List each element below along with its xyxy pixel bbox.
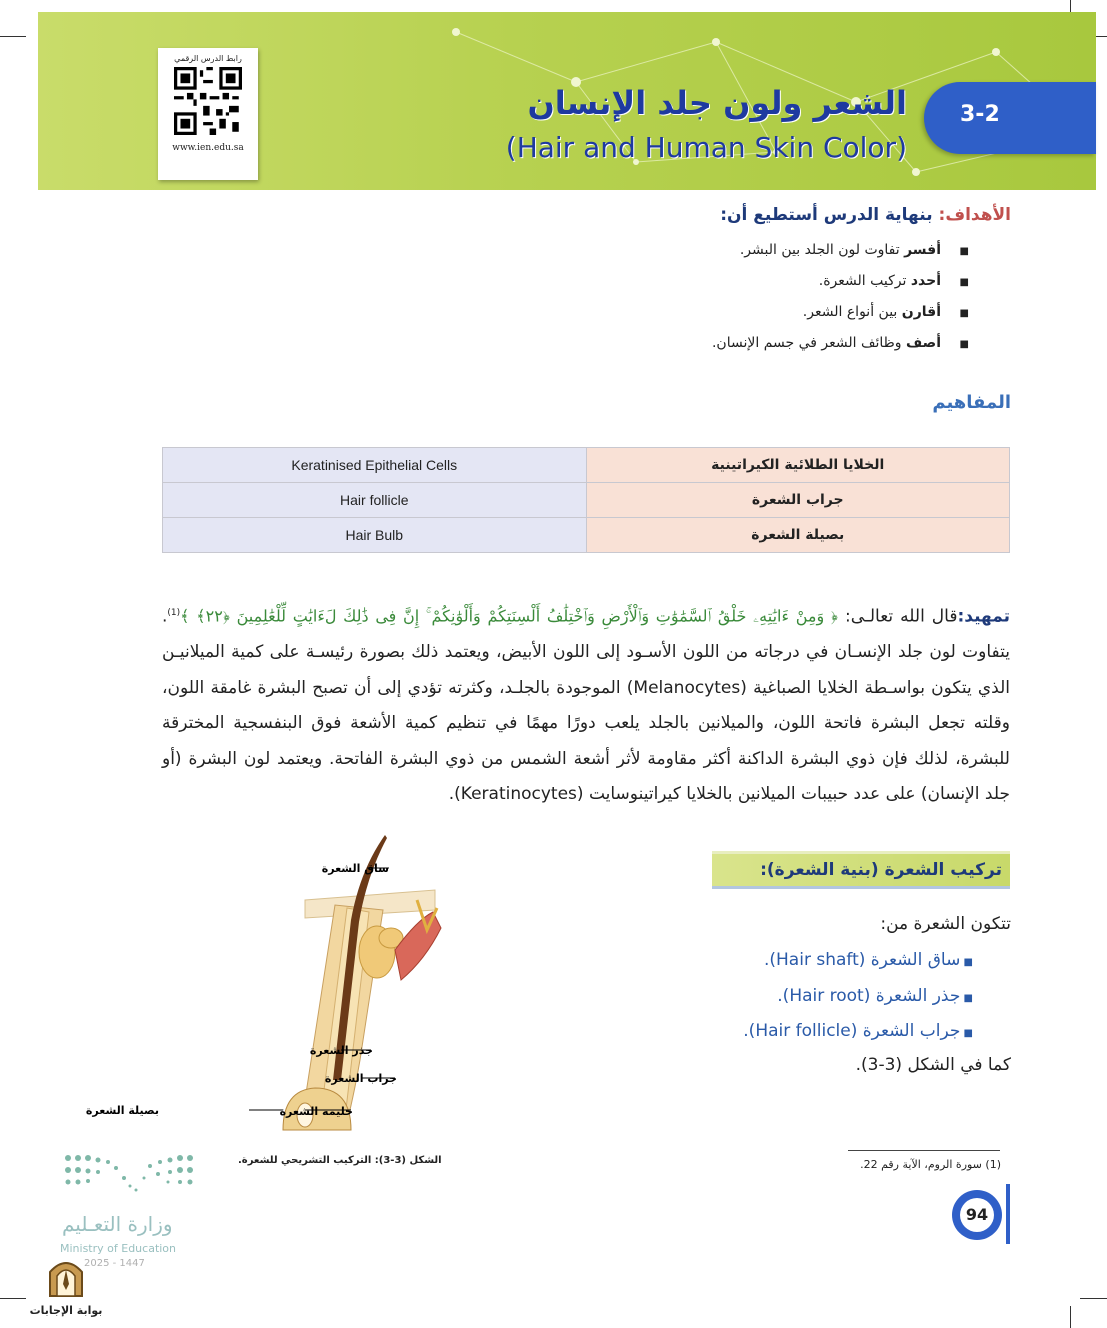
concept-en: Keratinised Epithelial Cells: [163, 448, 587, 483]
structure-item: ■ جذر الشعرة (Hair root).: [743, 986, 973, 1022]
figure-reference: كما في الشكل (3-3).: [855, 1055, 1011, 1075]
bawaba-icon: [46, 1254, 86, 1298]
watermark-text: بوابة الإجابات: [29, 1304, 103, 1317]
label-hair-bulb: بصيلة الشعرة: [85, 1104, 159, 1117]
footnote-divider: [848, 1150, 1000, 1151]
label-hair-follicle: جراب الشعرة: [324, 1072, 397, 1085]
hair-structure-diagram: [85, 830, 495, 1150]
concepts-table: [162, 447, 1010, 553]
intro-label: تمهيد:: [957, 606, 1011, 627]
objective-item: [521, 331, 941, 362]
structure-list: [743, 950, 973, 1057]
qr-url[interactable]: www.ien.edu.sa: [172, 143, 244, 153]
objective-text: بين أنواع الشعر.: [802, 304, 898, 320]
concept-ar: الخلايا الطلائية الكيراتينية: [586, 448, 1010, 483]
intro-paragraph: تمهيد:قال الله تعالـى: ﴿ وَمِنْ ءَايَٰتِهِۦ خَلْقُ ٱلسَّمَٰوَٰتِ وَٱلْأَرْضِ وَٱخْتِلَٰفُ أَلْسِنَتِكُمْ وَأَلْوَٰنِكُمْ ۚ إِنَّ فِى ذَٰلِكَ لَءَايَٰتٍ لِّلْعَٰلِمِينَ ﴿٢٢﴾ ﴾$^{(1)}$. يتفاوت لون جلد الإنسـان في درجاته من اللون الأسـود إلى اللون الأبيض، ويعتمد ذلك بصورة رئيسـة على كمية الميلانيـن الذي يتكون بواسـطة الخلايا الصباغية (Melanocytes) الموجودة بالجلـد، وكثرته تؤدي إلى أن تصبح البشرة غامقة اللون، وقلته تجعل البشرة فاتحة اللون، والميلانين بالجلد يلعب دورًا مهمًا في تنظيم كمية الأشعة فوق البنفسجية المخترقة للبشرة، لذلك فإن ذوي البشرة الداكنة أكثر مقاومة لأثر أشعة الشمس من ذوي البشرة الفاتحة. ويعتمد لون البشرة (أو جلد الإنسان) على عدد حبيبات الميلانين بالخلايا كيراتينوسايت (Keratinocytes).: [162, 606, 1011, 805]
concept-en: Hair Bulb: [163, 518, 587, 553]
ministry-name-ar: وزارة التعـليم: [62, 1212, 173, 1236]
lesson-title-ar: الشعر ولون جلد الإنسان: [527, 84, 907, 122]
structure-item: ■ ساق الشعرة (Hair shaft).: [743, 950, 973, 986]
objective-verb: أقارن: [901, 304, 941, 320]
table-row: [163, 483, 1010, 518]
objective-item: [521, 269, 941, 300]
label-hair-shaft: ساق الشعرة: [321, 862, 389, 875]
watermark-logo: [28, 1254, 104, 1317]
objectives-heading: [720, 205, 1011, 225]
page-number-badge: [948, 1184, 1012, 1244]
objectives-label: الأهداف:: [938, 205, 1011, 225]
objectives-list: [521, 238, 941, 362]
objective-verb: أصف: [906, 335, 941, 351]
arrector-muscle: [395, 912, 441, 980]
crop-mark: [1070, 1306, 1071, 1328]
ministry-year: 2025 - 1447: [84, 1258, 145, 1269]
qr-code-card[interactable]: [158, 48, 258, 180]
structure-intro: تتكون الشعرة من:: [880, 914, 1011, 934]
lesson-number: 3-2: [960, 102, 1000, 127]
table-row: [163, 518, 1010, 553]
crop-mark: [1080, 1298, 1107, 1299]
structure-item: ■ جراب الشعرة (Hair follicle).: [743, 1021, 973, 1057]
quran-verse: ﴿ وَمِنْ ءَايَٰتِهِۦ خَلْقُ ٱلسَّمَٰوَٰتِ وَٱلْأَرْضِ وَٱخْتِلَٰفُ أَلْسِنَتِكُمْ وَأَلْوَٰنِكُمْ ۚ إِنَّ فِى ذَٰلِكَ لَءَايَٰتٍ لِّلْعَٰلِمِينَ ﴿٢٢﴾ ﴾: [180, 606, 838, 626]
objective-item: [521, 300, 941, 331]
structure-heading: تركيب الشعرة (بنية الشعرة):: [712, 851, 1010, 889]
qr-label: رابط الدرس الرقمي: [174, 54, 242, 63]
crop-mark: [0, 36, 26, 37]
lesson-number-tab: [924, 82, 1096, 154]
objective-text: تفاوت لون الجلد بين البشر.: [739, 242, 900, 258]
concept-ar: بصيلة الشعرة: [586, 518, 1010, 553]
objectives-intro: بنهاية الدرس أستطيع أن:: [720, 205, 933, 225]
figure-caption: الشكل (3-3): التركيب التشريحي للشعرة.: [238, 1155, 442, 1166]
footnote: (1) سورة الروم، الآية رقم 22.: [860, 1158, 1001, 1171]
objective-text: وظائف الشعر في جسم الإنسان.: [711, 335, 902, 351]
intro-body: يتفاوت لون جلد الإنسـان في درجاته من اللون الأسـود إلى اللون الأبيض، ويعتمد ذلك بصورة رئيسـة على كمية الميلانيـن الذي يتكون بواسـطة الخلايا الصباغية (Melanocytes) الموجودة بالجلـد، وكثرته تؤدي إلى أن تصبح البشرة غامقة اللون، وقلته تجعل البشرة فاتحة اللون، والميلانين بالجلد يلعب دورًا مهمًا في تنظيم كمية الأشعة فوق البنفسجية المخترقة للبشرة، لذلك فإن ذوي البشرة الداكنة أكثر مقاومة لأثر أشعة الشمس من ذوي البشرة الفاتحة. ويعتمد لون البشرة (أو جلد الإنسان) على عدد حبيبات الميلانين بالخلايا كيراتينوسايت (Keratinocytes).: [162, 642, 1010, 805]
concept-en: Hair follicle: [163, 483, 587, 518]
objective-verb: أفسر: [904, 242, 941, 258]
objective-item: [521, 238, 941, 269]
label-hair-root: جذر الشعرة: [309, 1044, 373, 1057]
label-hair-papilla: حليمة الشعرة: [279, 1105, 353, 1118]
table-row: [163, 448, 1010, 483]
concepts-heading: المفاهيم: [932, 392, 1011, 413]
ministry-logo-icon: [60, 1150, 200, 1206]
ministry-name-en: Ministry of Education: [60, 1242, 177, 1255]
crop-mark: [0, 1298, 26, 1299]
page-bar: [1006, 1184, 1010, 1244]
intro-lead: قال الله تعالـى:: [844, 606, 958, 627]
concept-ar: جراب الشعرة: [586, 483, 1010, 518]
qr-code-icon: [174, 67, 242, 135]
objective-verb: أحدد: [910, 273, 941, 289]
footnote-mark[interactable]: (1): [167, 608, 181, 618]
lesson-title-en: (Hair and Human Skin Color): [505, 131, 907, 164]
objective-text: تركيب الشعرة.: [818, 273, 907, 289]
page-number: 94: [960, 1198, 994, 1232]
